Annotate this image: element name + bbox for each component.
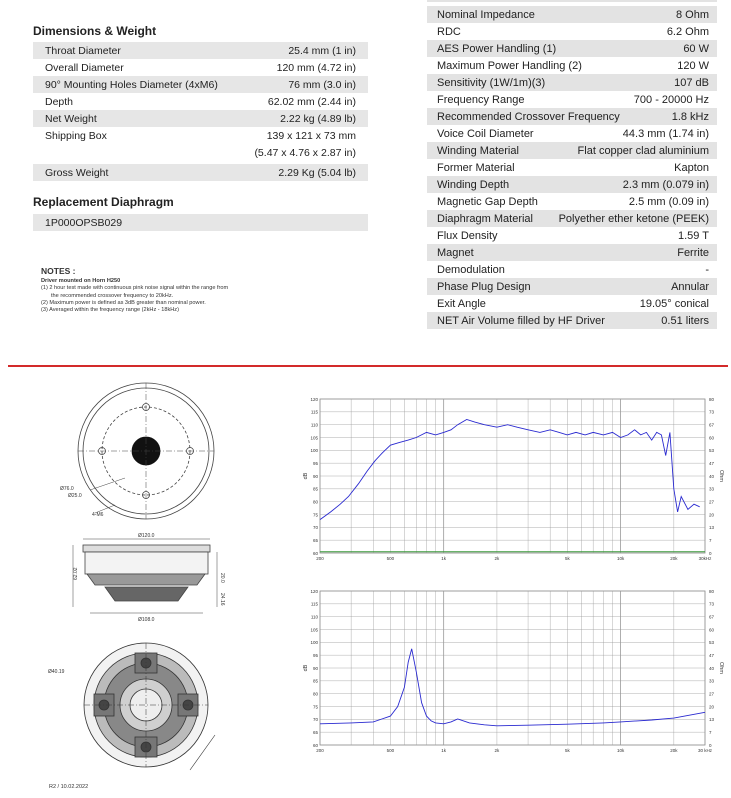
dimensions-value: 62.02 mm (2.44 in) [267,95,356,108]
spec-row [427,295,717,312]
y-tick-label: 100 [310,448,318,454]
y2-tick-label: 67 [709,614,715,620]
dimensions-value: 120 mm (4.72 in) [276,61,356,74]
spec-row [427,6,717,23]
side-view [73,539,217,613]
spec-value: Kapton [674,161,709,174]
x-tick-label: 1k [441,556,447,561]
y-tick-label: 65 [312,729,318,735]
y2-tick-label: 27 [709,499,715,505]
dimensions-value: (5.47 x 4.76 x 2.87 in) [254,146,356,159]
y2-tick-label: 33 [709,678,715,684]
dimensions-row [33,42,368,59]
specs-top-strip [427,0,717,2]
y-tick-label: 90 [312,473,318,479]
label-h2416: 24.16 [219,593,225,606]
spec-label: Diaphragm Material [437,212,533,225]
label-d120: Ø120.0 [138,533,155,539]
y2-axis-label: Ohm [718,662,724,674]
x-tick-label: 5k [564,748,570,753]
spec-value: 1.8 kHz [671,110,709,123]
dimensions-label: Overall Diameter [45,61,124,74]
y2-tick-label: 73 [709,409,715,415]
spec-row [427,227,717,244]
x-tick-label: 200 [316,556,324,561]
y-tick-label: 115 [310,601,318,607]
replacement-title: Replacement Diaphragm [33,195,174,209]
y-tick-label: 60 [312,550,318,556]
x-tick-label: 20k [670,748,678,753]
dimensions-value: 76 mm (3.0 in) [288,78,356,91]
spec-row [427,91,717,108]
spec-value: 2.3 mm (0.079 in) [622,178,709,191]
dimensions-label: Throat Diameter [45,44,121,57]
y-tick-label: 105 [310,627,318,633]
label-d4019: Ø40.19 [48,669,65,675]
spec-value: 44.3 mm (1.74 in) [622,127,709,140]
spec-label: Maximum Power Handling (2) [437,59,582,72]
dimensions-row [33,59,368,76]
label-d25: Ø25.0 [68,493,82,499]
replacement-table [33,214,368,231]
spec-label: Winding Material [437,144,519,157]
spec-row [427,278,717,295]
label-m6: 4-M6 [92,512,104,518]
spec-value: 2.5 mm (0.09 in) [628,195,709,208]
spec-row [427,108,717,125]
x-tick-label: 30 kHz [697,748,713,753]
y-tick-label: 100 [310,640,318,646]
dimensions-value: 25.4 mm (1 in) [288,44,356,57]
y2-tick-label: 67 [709,422,715,428]
notes-title: NOTES : [41,266,76,276]
spec-row [427,193,717,210]
spec-label: RDC [437,25,461,38]
y-axis-label: dB [303,664,309,672]
spec-row [427,210,717,227]
replacement-part: 1P000OPSB029 [45,216,123,229]
y2-tick-label: 80 [709,588,715,594]
section-divider [8,365,728,367]
spec-value: Polyether ether ketone (PEEK) [558,212,709,225]
spec-value: - [705,263,709,276]
x-tick-label: 200 [316,748,324,753]
specs-table [427,6,717,329]
y-tick-label: 95 [312,652,318,658]
y-tick-label: 75 [312,512,318,518]
dimensions-label: Net Weight [45,112,97,125]
x-tick-label: 30kHz [698,556,712,561]
y2-tick-label: 47 [709,460,715,466]
x-tick-label: 1k [441,748,447,753]
x-tick-label: 20k [670,556,678,561]
y-tick-label: 110 [310,614,318,620]
spec-row [427,142,717,159]
x-tick-label: 500 [386,556,395,561]
y2-tick-label: 0 [709,550,712,556]
spec-value: Ferrite [677,246,709,259]
impedance-chart [300,585,725,760]
y2-tick-label: 53 [709,448,715,454]
notes-line-1: (1) 2 hour test made with continuous pink noise signal within the range from [41,285,229,292]
spec-label: Recommended Crossover Frequency [437,110,620,123]
spec-row [427,176,717,193]
notes [41,268,341,314]
y2-tick-label: 33 [709,486,715,492]
y-tick-label: 110 [310,422,318,428]
y-tick-label: 120 [310,588,318,594]
spec-label: Winding Depth [437,178,510,191]
technical-drawing [35,375,270,795]
dimensions-row [33,144,368,161]
notes-line-3: (2) Maximum power is defined as 3dB greater than nominal power. [41,299,206,306]
dimensions-row [33,110,368,127]
y-tick-label: 70 [312,525,318,531]
dimensions-label: Shipping Box [45,129,107,142]
y-tick-label: 80 [312,691,318,697]
y2-tick-label: 47 [709,652,715,658]
notes-line-0: Driver mounted on Horn H250 [41,278,121,285]
y-tick-label: 95 [312,460,318,466]
spec-value: 1.59 T [678,229,709,242]
replacement-row [33,214,368,231]
spec-value: 0.51 liters [661,314,709,327]
y2-tick-label: 80 [709,396,715,402]
dimensions-title: Dimensions & Weight [33,24,157,38]
notes-line-4: (3) Averaged within the frequency range (2kHz - 18kHz) [41,307,179,314]
notes-line-2: the recommended crossover frequency to 20kHz. [51,292,174,299]
y-tick-label: 85 [312,678,318,684]
spec-label: Magnetic Gap Depth [437,195,538,208]
rear-view [84,643,215,770]
y-tick-label: 80 [312,499,318,505]
spec-label: Phase Plug Design [437,280,531,293]
dimensions-row [33,76,368,93]
x-tick-label: 2k [494,748,500,753]
y2-tick-label: 53 [709,640,715,646]
y2-tick-label: 40 [709,473,715,479]
dimensions-table [33,42,368,181]
x-tick-label: 5k [564,556,570,561]
y2-tick-label: 27 [709,691,715,697]
x-tick-label: 10k [616,748,625,753]
y-tick-label: 75 [312,704,318,710]
y2-axis-label: Ohm [718,470,724,482]
spec-row [427,74,717,91]
label-d76: Ø76.0 [60,486,74,492]
spec-label: Exit Angle [437,297,486,310]
spec-label: NET Air Volume filled by HF Driver [437,314,605,327]
label-d108: Ø108.0 [138,617,155,623]
y2-tick-label: 20 [709,704,715,710]
y2-tick-label: 13 [709,525,715,531]
x-tick-label: 500 [386,748,395,753]
y-tick-label: 60 [312,742,318,748]
dimensions-row [33,93,368,110]
y-tick-label: 90 [312,665,318,671]
dimensions-label: 90° Mounting Holes Diameter (4xM6) [45,78,218,91]
spec-label: Former Material [437,161,515,174]
y2-tick-label: 13 [709,717,715,723]
spec-value: 107 dB [674,76,709,89]
dimensions-label: Depth [45,95,74,108]
y2-tick-label: 40 [709,665,715,671]
revision-text: R2 / 10.02.2022 [49,784,89,790]
x-tick-label: 2k [494,556,500,561]
spec-label: Demodulation [437,263,505,276]
spec-label: Nominal Impedance [437,8,535,21]
spec-value: Flat copper clad aluminium [577,144,709,157]
dimensions-row [33,164,368,181]
dimensions-label: Gross Weight [45,166,109,179]
spec-row [427,23,717,40]
spec-label: Magnet [437,246,474,259]
dimensions-row [33,127,368,144]
spec-row [427,125,717,142]
y-tick-label: 65 [312,537,318,543]
spec-label: AES Power Handling (1) [437,42,557,55]
spec-row [427,244,717,261]
y-tick-label: 120 [310,396,318,402]
y2-tick-label: 60 [709,435,715,441]
y-tick-label: 70 [312,717,318,723]
spec-row [427,57,717,74]
y2-tick-label: 7 [709,729,712,735]
dimensions-value: 2.29 Kg (5.04 lb) [278,166,356,179]
spec-value: 19.05° conical [639,297,709,310]
spec-row [427,159,717,176]
frequency-response-chart [300,393,725,568]
y2-tick-label: 73 [709,601,715,607]
front-view [78,383,214,519]
spec-label: Voice Coil Diameter [437,127,534,140]
spec-value: 6.2 Ohm [666,25,709,38]
spec-row [427,312,717,329]
y-tick-label: 85 [312,486,318,492]
spec-value: 700 - 20000 Hz [633,93,709,106]
spec-value: 8 Ohm [675,8,709,21]
y2-tick-label: 0 [709,742,712,748]
dimensions-value: 2.22 kg (4.89 lb) [280,112,356,125]
x-tick-label: 10k [616,556,625,561]
spec-value: 60 W [683,42,709,55]
spec-value: 120 W [677,59,709,72]
spec-label: Sensitivity (1W/1m)(3) [437,76,546,89]
spec-label: Flux Density [437,229,498,242]
y2-tick-label: 7 [709,537,712,543]
label-h20: 20.0 [219,573,225,583]
y-axis-label: dB [303,472,309,480]
dimensions-value: 139 x 121 x 73 mm [266,129,356,142]
y2-tick-label: 60 [709,627,715,633]
spec-label: Frequency Range [437,93,525,106]
y-tick-label: 115 [310,409,318,415]
y-tick-label: 105 [310,435,318,441]
label-h6202: 62.02 [73,567,79,580]
spec-row [427,261,717,278]
spec-row [427,40,717,57]
spec-value: Annular [671,280,709,293]
y2-tick-label: 20 [709,512,715,518]
